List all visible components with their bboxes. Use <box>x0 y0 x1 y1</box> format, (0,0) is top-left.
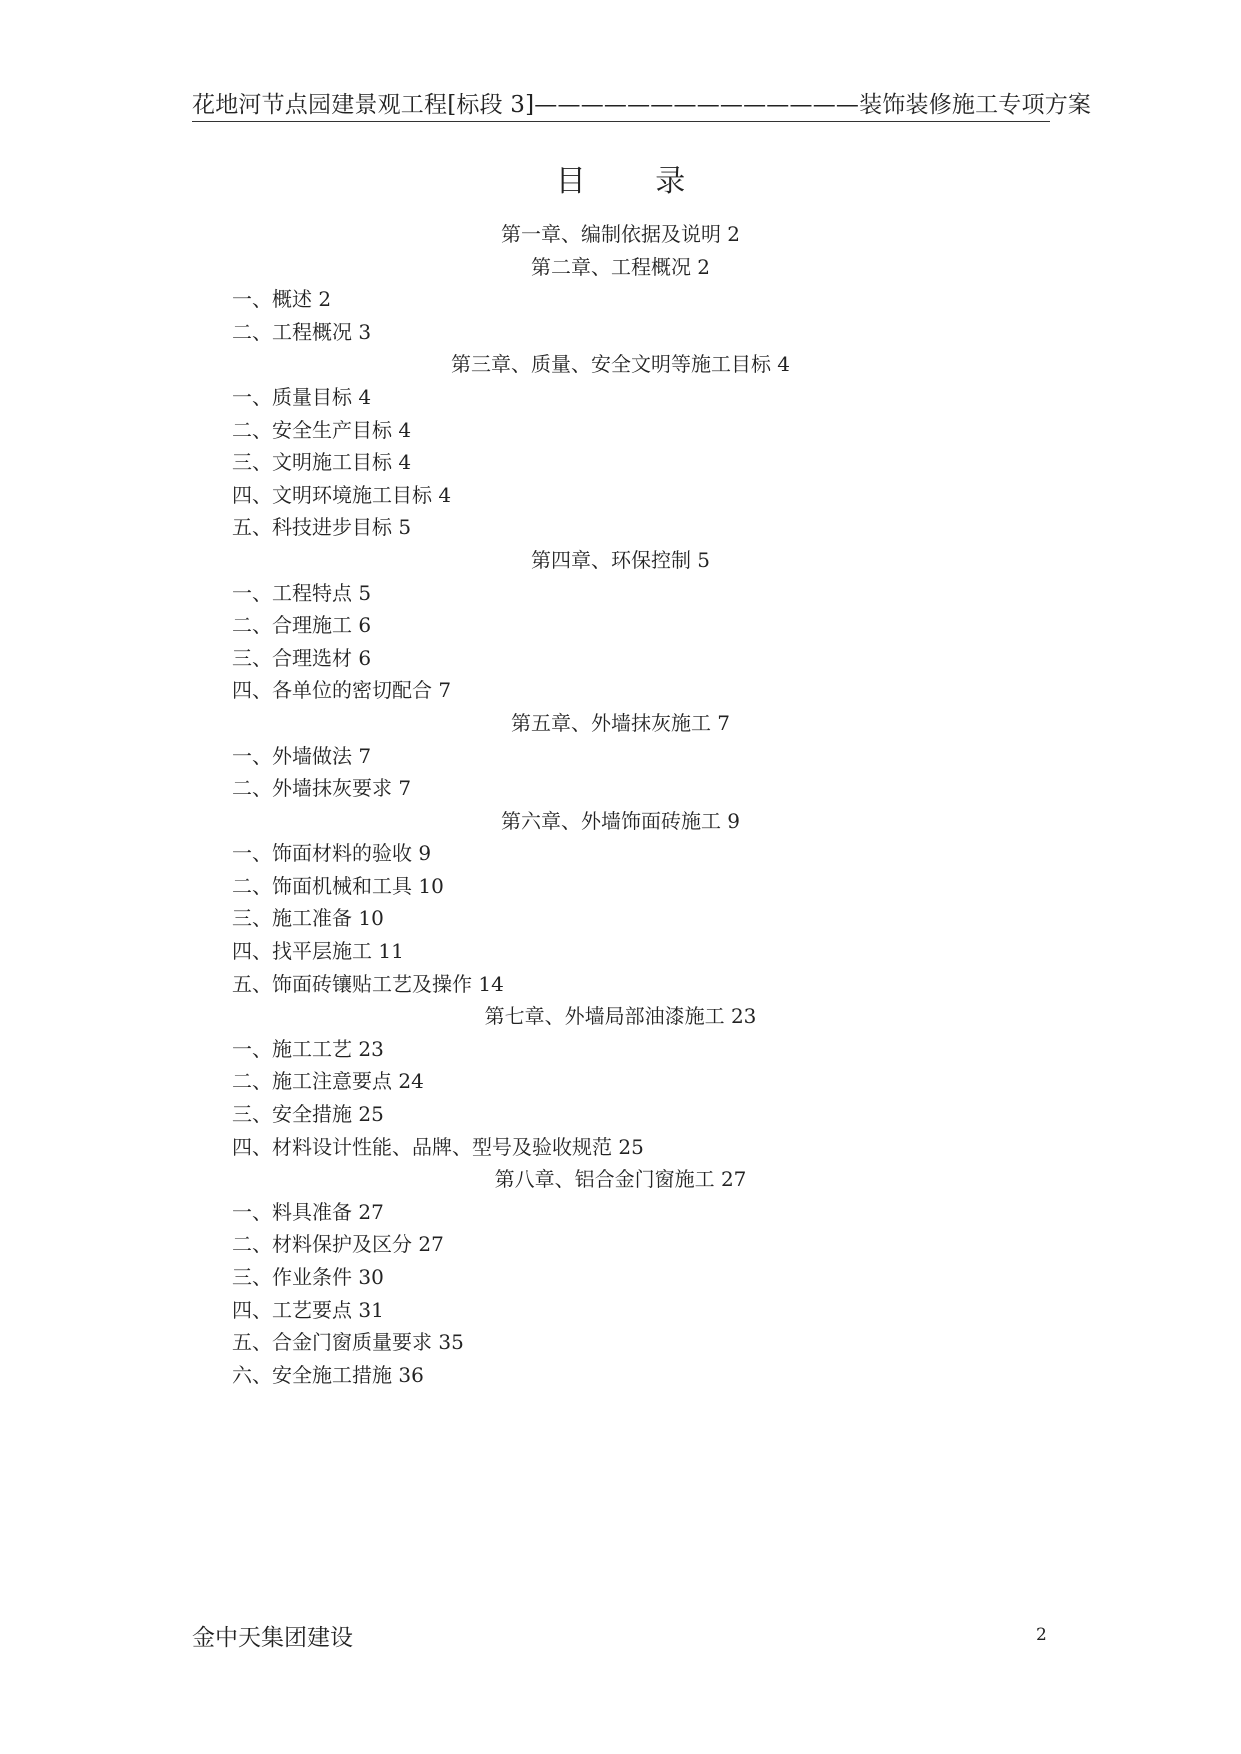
toc-chapter-entry[interactable]: 第六章、外墙饰面砖施工 9 <box>500 808 741 833</box>
toc-section-entry[interactable]: 三、文明施工目标 4 <box>232 450 412 475</box>
toc-section-entry[interactable]: 四、文明环境施工目标 4 <box>232 482 452 507</box>
toc-section-entry[interactable]: 二、合理施工 6 <box>232 613 372 638</box>
footer-company: 金中天集团建设 <box>192 1625 353 1651</box>
toc-chapter-entry[interactable]: 第五章、外墙抹灰施工 7 <box>510 710 731 735</box>
toc-chapter-entry[interactable]: 第三章、质量、安全文明等施工目标 4 <box>450 352 791 377</box>
toc-section-entry[interactable]: 三、安全措施 25 <box>232 1102 384 1127</box>
table-of-contents <box>0 218 1241 1391</box>
toc-section-entry[interactable]: 二、施工注意要点 24 <box>232 1069 424 1094</box>
toc-section-entry[interactable]: 一、料具准备 27 <box>232 1199 384 1224</box>
toc-section-entry[interactable]: 三、作业条件 30 <box>232 1265 384 1289</box>
toc-section-entry[interactable]: 四、找平层施工 11 <box>232 939 404 964</box>
toc-chapter-entry[interactable]: 第七章、外墙局部油漆施工 23 <box>484 1004 757 1029</box>
toc-section-entry[interactable]: 二、材料保护及区分 27 <box>232 1232 444 1257</box>
toc-section-entry[interactable]: 三、施工准备 10 <box>232 906 384 931</box>
toc-section-entry[interactable]: 五、饰面砖镶贴工艺及操作 14 <box>232 971 504 996</box>
toc-section-entry[interactable]: 四、工艺要点 31 <box>232 1297 384 1322</box>
toc-section-entry[interactable]: 六、安全施工措施 36 <box>232 1362 424 1387</box>
toc-section-entry[interactable]: 五、科技进步目标 5 <box>232 515 412 540</box>
toc-section-entry[interactable]: 一、概述 2 <box>232 287 332 312</box>
toc-chapter-entry[interactable]: 第二章、工程概况 2 <box>530 254 711 279</box>
toc-section-entry[interactable]: 五、合金门窗质量要求 35 <box>232 1330 464 1355</box>
toc-section-entry[interactable]: 一、外墙做法 7 <box>232 743 372 768</box>
toc-section-entry[interactable]: 一、质量目标 4 <box>232 384 372 409</box>
toc-section-entry[interactable]: 二、工程概况 3 <box>232 319 372 344</box>
page-header: 花地河节点园建景观工程[标段 3]——————————————装饰装修施工专项方案 <box>192 90 1050 122</box>
toc-section-entry[interactable]: 一、工程特点 5 <box>232 580 372 605</box>
toc-title: 目 录 <box>555 164 716 199</box>
toc-section-entry[interactable]: 四、材料设计性能、品牌、型号及验收规范 25 <box>232 1134 644 1159</box>
toc-chapter-entry[interactable]: 第四章、环保控制 5 <box>530 547 711 572</box>
toc-section-entry[interactable]: 一、施工工艺 23 <box>232 1036 384 1061</box>
toc-section-entry[interactable]: 三、合理选材 6 <box>232 645 372 670</box>
toc-section-entry[interactable]: 四、各单位的密切配合 7 <box>232 678 452 703</box>
toc-section-entry[interactable]: 一、饰面材料的验收 9 <box>232 841 432 866</box>
toc-section-entry[interactable]: 二、饰面机械和工具 10 <box>232 873 444 898</box>
page-number: 2 <box>1036 1625 1047 1645</box>
toc-section-entry[interactable]: 二、外墙抹灰要求 7 <box>232 776 412 801</box>
toc-chapter-entry[interactable]: 第八章、铝合金门窗施工 27 <box>494 1167 747 1192</box>
toc-chapter-entry[interactable]: 第一章、编制依据及说明 2 <box>500 222 741 246</box>
toc-section-entry[interactable]: 二、安全生产目标 4 <box>232 417 412 442</box>
